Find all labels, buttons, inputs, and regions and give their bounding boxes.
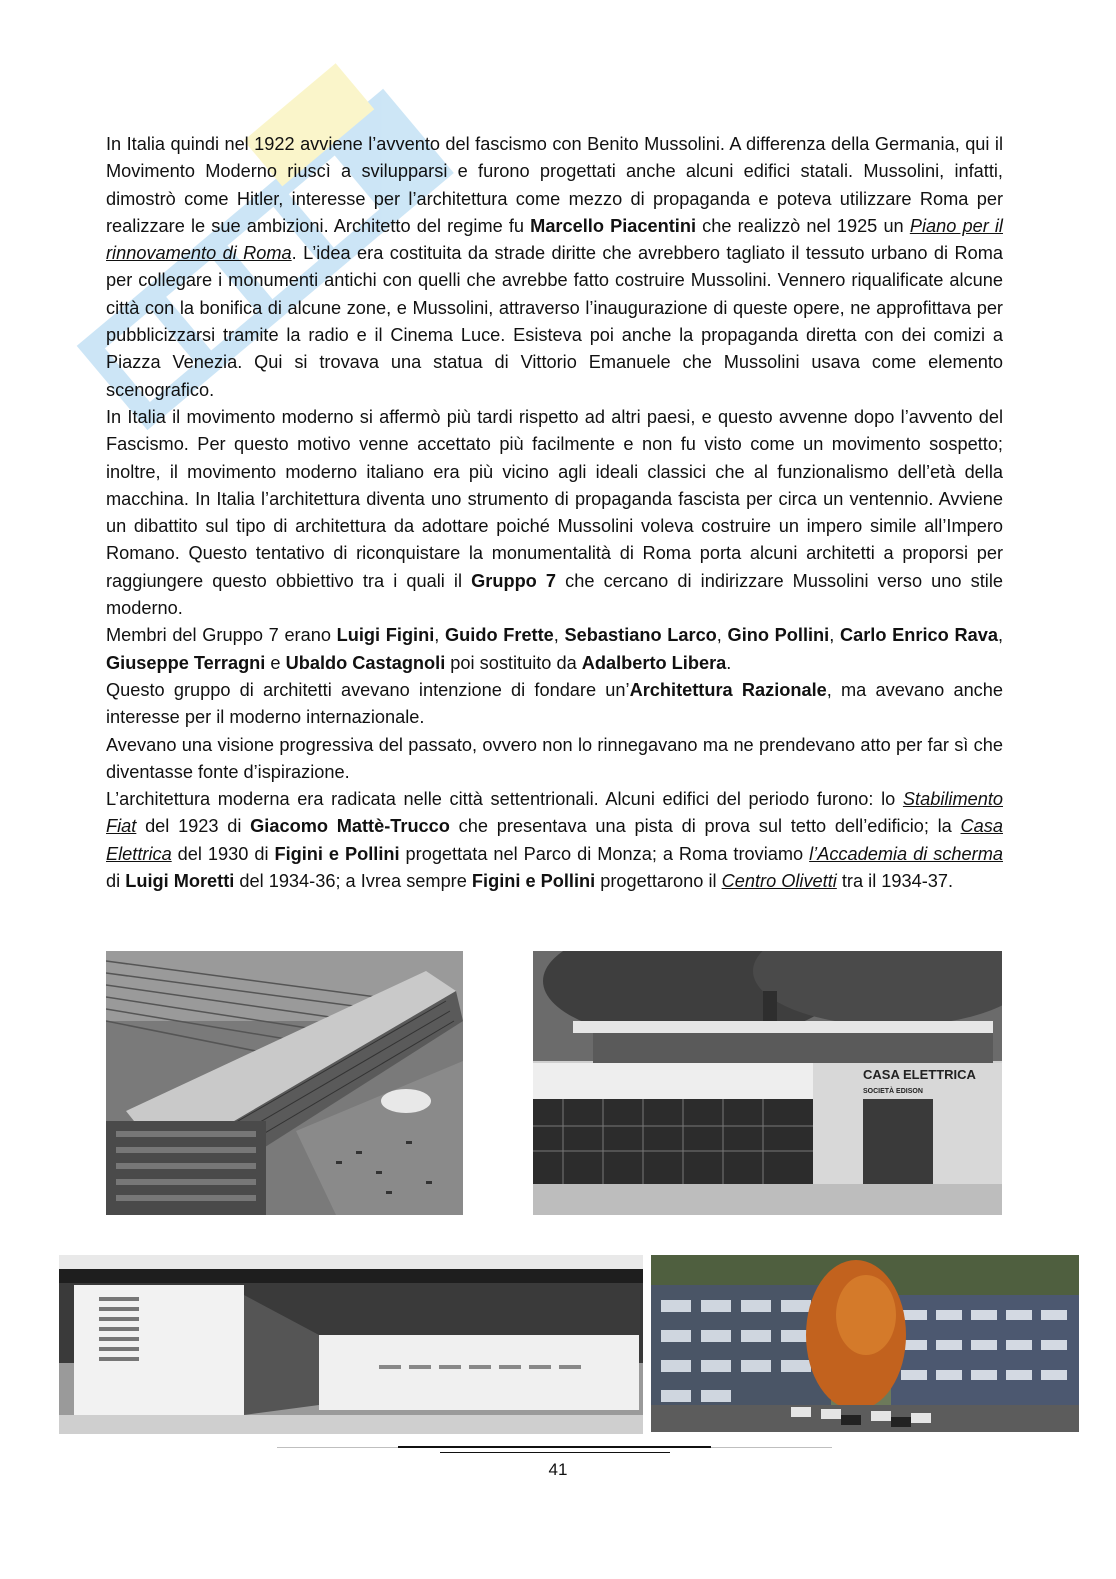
bold-name: Adalberto Libera — [581, 652, 727, 673]
paragraph-4 — [106, 677, 1003, 732]
bold-name: Architettura Razionale — [629, 679, 827, 700]
body-text — [106, 131, 1003, 895]
work-title: Stabilimento Fiat — [106, 789, 1003, 837]
footer-divider-short — [440, 1452, 670, 1453]
photo-centro-olivetti — [651, 1255, 1079, 1432]
separator: , — [553, 625, 565, 646]
bold-name: Carlo Enrico Rava — [839, 625, 998, 646]
text-run: L’architettura moderna era radicata nelle città settentrionali. Alcuni edifici del periodo furono: lo — [106, 789, 903, 810]
bold-name: Sebastiano Larco — [564, 625, 717, 646]
bold-name: Figini e Pollini — [471, 871, 596, 892]
text-run: che realizzò nel 1925 un — [696, 215, 910, 236]
separator: , — [434, 625, 446, 646]
photo-casa-elettrica — [533, 951, 1002, 1215]
bold-name: Marcello Piacentini — [530, 215, 697, 236]
bold-name: Gino Pollini — [727, 625, 830, 646]
text-run: Avevano una visione progressiva del passato, ovvero non lo rinnegavano ma ne prendevano atto per far sì che diventasse fonte d’ispirazione. — [106, 734, 1003, 782]
bold-name: Luigi Moretti — [125, 871, 235, 892]
bold-name: Giuseppe Terragni — [106, 652, 266, 673]
bold-name: Giacomo Mattè-Trucco — [250, 816, 450, 837]
text-run: progettarono il — [595, 871, 722, 892]
photo-fiat-lingotto — [106, 951, 463, 1215]
bold-name: Luigi Figini — [336, 625, 435, 646]
text-run: che presentava una pista di prova sul tetto dell’edificio; la — [449, 816, 961, 837]
separator: e — [265, 652, 286, 673]
bold-name: Guido Frette — [445, 625, 554, 646]
separator: . — [726, 652, 732, 673]
text-run: , ma avevano anche interesse per il moderno internazionale. — [106, 679, 1004, 728]
photo-accademia-scherma — [59, 1255, 643, 1434]
paragraph-3 — [106, 622, 1003, 677]
text-run: In Italia il movimento moderno si affermò più tardi rispetto ad altri paesi, e questo avvenne dopo l’avvento del Fascismo. Per questo motivo venne accettato più facilmente e non fu visto come un movimento sospetto; inoltre, il movimento moderno italiano era più vicino agli ideali classici che al funzionalismo dell’età della macchina. In Italia l’architettura diventa uno strumento di propaganda fascista per circa un ventennio. Avviene un dibattito sul tipo di architettura da adottare poiché Mussolini voleva costruire un impero simile all’Impero Romano. Questo tentativo di riconquistare la monumentalità di Roma porta alcuni architetti a proporsi per raggiungere questo obbiettivo tra i quali il — [106, 406, 1003, 591]
paragraph-1 — [106, 131, 1003, 404]
text-run: progettata nel Parco di Monza; a Roma troviamo — [399, 843, 810, 864]
text-run: tra il 1934-37. — [836, 871, 954, 892]
separator: , — [997, 625, 1003, 646]
text-run: . L’idea era costituita da strade diritte che avrebbero tagliato il tessuto urbano di Roma per collegare i monumenti antichi con quelli che avrebbe fatto costruire Mussolini. Vennero riqualificate alcune città con la bonifica di alcune zone, e Mussolini, attraverso l’inaugurazione di queste opere, ne approfittava per pubblicizzarsi tramite la radio e il Cinema Luce. Esisteva poi anche la propaganda diretta con dei comizi a Piazza Venezia. Qui si trovava una statua di Vittorio Emanuele che Mussolini usava come elemento scenografico. — [106, 243, 1003, 400]
work-title: Piano per il rinnovamento di Roma — [106, 215, 1003, 264]
paragraph-6 — [106, 786, 1003, 895]
work-title: Centro Olivetti — [721, 871, 837, 892]
separator: , — [716, 625, 728, 646]
text-run: In Italia quindi nel 1922 avviene l’avvento del fascismo con Benito Mussolini. A differenza della Germania, qui il Movimento Moderno riuscì a svilupparsi e furono progettati anche alcuni edifici statali. Mussolini, infatti, dimostrò come Hitler, interesse per l’architettura come mezzo di propaganda e poteva utilizzare Roma per realizzare le sue ambizioni. Architetto del regime fu — [106, 134, 1003, 236]
text-run: poi sostituito da — [445, 652, 582, 673]
text-run: Membri del Gruppo 7 erano — [106, 625, 337, 646]
footer-divider-bold — [398, 1446, 711, 1448]
casa-sign: CASA ELETTRICA — [863, 1067, 976, 1082]
paragraph-5 — [106, 732, 1003, 787]
page-number: 41 — [548, 1460, 568, 1479]
text-run: di — [106, 871, 126, 892]
bold-name: Gruppo 7 — [471, 570, 557, 591]
text-run: del 1923 di — [136, 816, 251, 837]
bold-name: Figini e Pollini — [274, 843, 400, 864]
bold-name: Ubaldo Castagnoli — [285, 652, 446, 673]
work-title: l’Accademia di scherma — [809, 843, 1003, 864]
separator: , — [829, 625, 840, 646]
text-run: del 1934-36; a Ivrea sempre — [234, 871, 472, 892]
work-title: Casa Elettrica — [106, 816, 1003, 864]
casa-subsign: SOCIETÀ EDISON — [863, 1088, 923, 1095]
paragraph-2 — [106, 404, 1003, 622]
text-run: del 1930 di — [171, 843, 275, 864]
text-run: che cercano di indirizzare Mussolini verso uno stile moderno. — [106, 570, 1003, 619]
text-run: Questo gruppo di architetti avevano intenzione di fondare un’ — [106, 679, 630, 700]
